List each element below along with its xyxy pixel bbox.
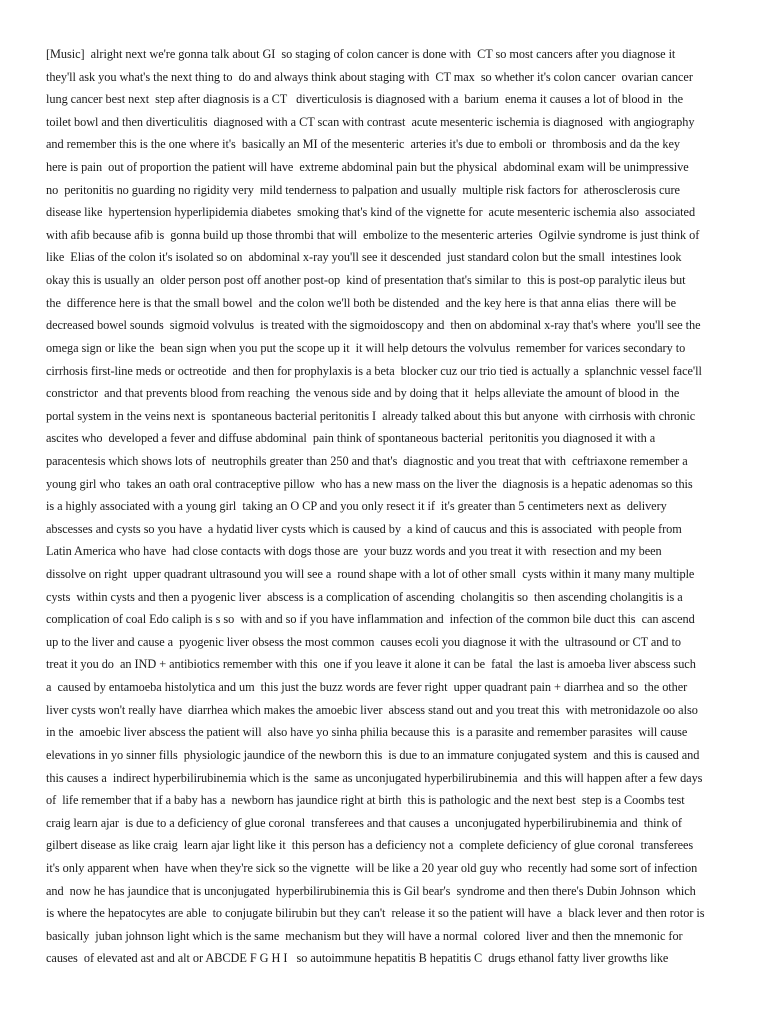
text-line: of life remember that if a baby has a newborn has jaundice right at birth this is pathologic and the next best step is a Coombs test — [46, 793, 685, 808]
text-line: complication of coal Edo caliph is s so with and so if you have inflammation and infection of the common bile duct this can ascend — [46, 612, 695, 627]
text-line: a caused by entamoeba histolytica and um this just the buzz words are fever right upper quadrant pain + diarrhea and so the other — [46, 680, 688, 695]
text-line: with afib because afib is gonna build up those thrombi that will embolize to the mesenteric arteries Ogilvie syndrome is just think of — [46, 227, 700, 242]
text-line: abscesses and cysts so you have a hydatid liver cysts which is caused by a kind of caucus and this is associated with people from — [46, 521, 682, 536]
text-line: decreased bowel sounds sigmoid volvulus is treated with the sigmoidoscopy and then on abdominal x-ray that's where you'll see the — [46, 318, 701, 333]
text-line: like Elias of the colon it's isolated so on abdominal x-ray you'll see it descended just standard colon but the small intestines look — [46, 250, 682, 265]
text-line: craig learn ajar is due to a deficiency of glue coronal transferees and that causes a unconjugated hyperbilirubinemia and think of — [46, 815, 682, 830]
text-line: it's only apparent when have when they're sick so the vignette will be like a 20 year old guy who recently had some sort of infection — [46, 860, 698, 875]
text-line: cirrhosis first-line meds or octreotide and then for prophylaxis is a beta blocker cuz our trio tied is actually a splanchnic vessel face'll — [46, 363, 702, 378]
text-line: and now he has jaundice that is unconjugated hyperbilirubinemia this is Gil bear's syndrome and then there's Dubin Johnson which — [46, 883, 696, 898]
text-line: portal system in the veins next is spontaneous bacterial peritonitis I already talked about this but anyone with cirrhosis with chronic — [46, 408, 696, 423]
text-line: liver cysts won't really have diarrhea which makes the amoebic liver abscess stand out and you treat this with metronidazole oo also — [46, 702, 698, 717]
text-line: gilbert disease as like craig learn ajar light like it this person has a deficiency not a complete deficiency of glue coronal transferees — [46, 838, 694, 853]
text-line: paracentesis which shows lots of neutrophils greater than 250 and that's diagnostic and you treat that with ceftriaxone remember a — [46, 453, 688, 468]
text-line: and remember this is the one where it's basically an MI of the mesenteric arteries it's due to emboli or thrombosis and da the key — [46, 137, 680, 152]
text-line: Latin America who have had close contacts with dogs those are your buzz words and you treat it with resection and my been — [46, 544, 662, 559]
text-line: ascites who developed a fever and diffuse abdominal pain think of spontaneous bacterial peritonitis you diagnosed it with a — [46, 431, 656, 446]
transcript-text — [46, 43, 736, 970]
text-line: disease like hypertension hyperlipidemia diabetes smoking that's kind of the vignette for acute mesenteric ischemia also associated — [46, 205, 696, 220]
text-line: the difference here is that the small bowel and the colon we'll both be distended and the key here is that anna elias there will be — [46, 295, 677, 310]
text-line: okay this is usually an older person post off another post-op kind of presentation that's similar to this is post-op paralytic ileus but — [46, 273, 686, 288]
text-line: dissolve on right upper quadrant ultrasound you will see a round shape with a lot of other small cysts within it many many multiple — [46, 567, 695, 582]
text-line: this causes a indirect hyperbilirubinemia which is the same as unconjugated hyperbilirubinemia and this will happen after a few days — [46, 770, 703, 785]
text-line: lung cancer best next step after diagnosis is a CT diverticulosis is diagnosed with a barium enema it causes a lot of blood in the — [46, 92, 684, 107]
text-line: omega sign or like the bean sign when you put the scope up it it will help detours the volvulus remember for varices secondary to — [46, 340, 686, 355]
text-line: toilet bowl and then diverticulitis diagnosed with a CT scan with contrast acute mesenteric ischemia is diagnosed with angiography — [46, 114, 695, 129]
text-line: young girl who takes an oath oral contraceptive pillow who has a new mass on the liver the diagnosis is a hepatic adenomas so this — [46, 476, 693, 491]
text-line: up to the liver and cause a pyogenic liver obsess the most common causes ecoli you diagnose it with the ultrasound or CT and to — [46, 634, 681, 649]
text-line: treat it you do an IND + antibiotics remember with this one if you leave it alone it can be fatal the last is amoeba liver abscess such — [46, 657, 696, 672]
text-line: they'll ask you what's the next thing to do and always think about staging with CT max so whether it's colon cancer ovarian cancer — [46, 69, 693, 84]
text-line: in the amoebic liver abscess the patient will also have yo sinha philia because this is a parasite and remember parasites will cause — [46, 725, 688, 740]
text-line: constrictor and that prevents blood from reaching the venous side and by doing that it helps alleviate the amount of blood in the — [46, 386, 680, 401]
text-line: here is pain out of proportion the patient will have extreme abdominal pain but the physical abdominal exam will be unimpressive — [46, 160, 689, 175]
text-line: basically juban johnson light which is the same mechanism but they will have a normal colored liver and then the mnemonic for — [46, 928, 683, 943]
text-line: causes of elevated ast and alt or ABCDE F G H I so autoimmune hepatitis B hepatitis C drugs ethanol fatty liver growths like — [46, 951, 669, 966]
text-line: elevations in yo sinner fills physiologic jaundice of the newborn this is due to an immature conjugated system and this is caused and — [46, 747, 700, 762]
text-line: cysts within cysts and then a pyogenic liver abscess is a complication of ascending cholangitis so then ascending cholangitis is a — [46, 589, 683, 604]
text-line: no peritonitis no guarding no rigidity very mild tenderness to palpation and usually multiple risk factors for atherosclerosis cure — [46, 182, 680, 197]
text-line: is a highly associated with a young girl taking an O CP and you only resect it if it's greater than 5 centimeters next as delivery — [46, 499, 667, 514]
text-line: is where the hepatocytes are able to conjugate bilirubin but they can't release it so the patient will have a black lever and then rotor is — [46, 906, 705, 921]
text-line: [Music] alright next we're gonna talk about GI so staging of colon cancer is done with CT so most cancers after you diagnose it — [46, 47, 676, 61]
